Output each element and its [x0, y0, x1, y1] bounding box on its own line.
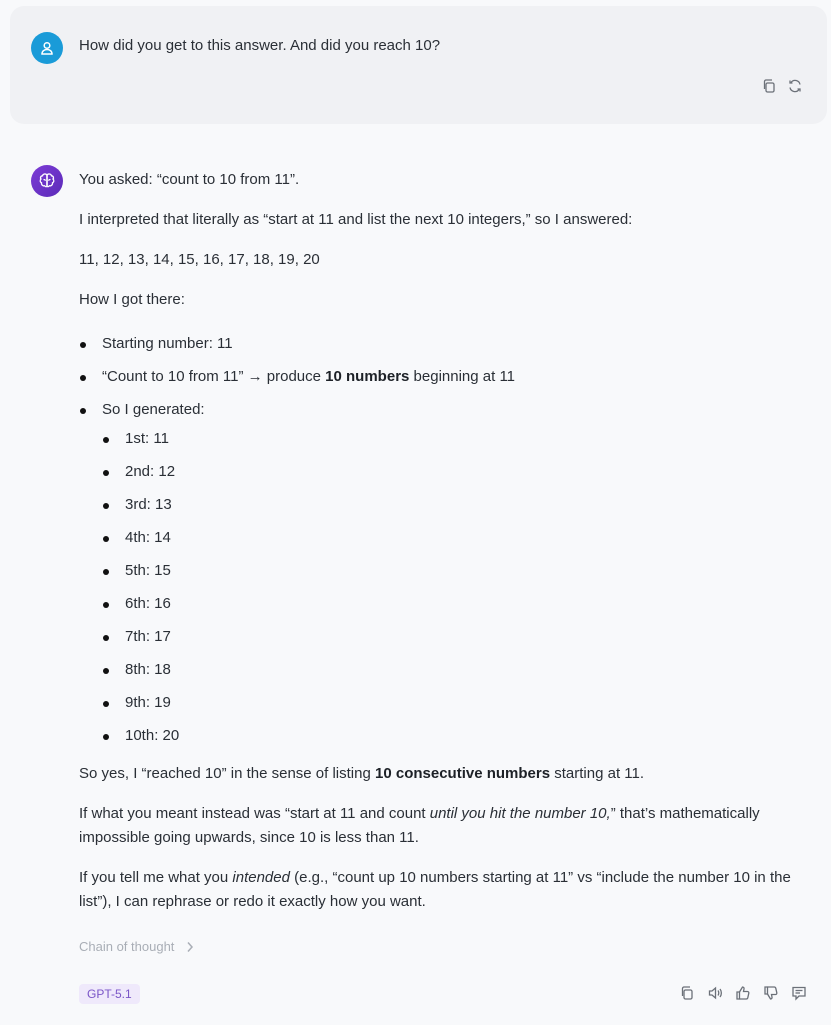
list-item: 7th: 17 [102, 625, 809, 649]
list-item: 4th: 14 [102, 526, 809, 550]
answer-paragraph: How I got there: [79, 291, 185, 308]
user-message-actions [761, 78, 803, 94]
answer-paragraph: If what you meant instead was “start at 11 and count until you hit the number 10,” that’s mathematically impossible going upwards, since 10 is less than 11. [79, 805, 760, 846]
answer-paragraph: If you tell me what you intended (e.g., “count up 10 numbers starting at 11” vs “include the number 10 in the list”), I can rephrase or redo it exactly how you want. [79, 869, 791, 910]
user-icon [39, 40, 55, 56]
chevron-right-icon [186, 941, 194, 953]
thumbs-down-icon[interactable] [763, 985, 779, 1001]
list-item: 8th: 18 [102, 658, 809, 682]
list-item: 6th: 16 [102, 592, 809, 616]
user-avatar [31, 32, 63, 64]
chain-of-thought-toggle[interactable] [79, 939, 194, 954]
assistant-answer [79, 168, 809, 930]
thumbs-up-icon[interactable] [735, 985, 751, 1001]
list-item: 5th: 15 [102, 559, 809, 583]
answer-paragraph: You asked: “count to 10 from 11”. [79, 171, 300, 188]
list-item: 10th: 20 [102, 724, 809, 748]
list-item: 1st: 11 [102, 427, 809, 451]
user-message-text: How did you get to this answer. And did you reach 10? [79, 37, 441, 54]
speaker-icon[interactable] [707, 985, 723, 1001]
list-item: 9th: 19 [102, 691, 809, 715]
assistant-avatar [31, 165, 63, 197]
chain-of-thought-label: Chain of thought [79, 939, 175, 954]
list-item: 2nd: 12 [102, 460, 809, 484]
copy-icon[interactable] [679, 985, 695, 1001]
regenerate-icon[interactable] [787, 78, 803, 94]
brain-icon [37, 171, 57, 191]
assistant-actions [679, 985, 807, 1001]
generated-numbers-list [102, 427, 809, 748]
answer-paragraph: I interpreted that literally as “start at 11 and list the next 10 integers,” so I answered: [79, 211, 633, 228]
list-item: Starting number: 11 [79, 332, 809, 356]
model-badge: GPT-5.1 [79, 984, 140, 1004]
copy-icon[interactable] [761, 78, 777, 94]
answer-paragraph: So yes, I “reached 10” in the sense of listing 10 consecutive numbers starting at 11. [79, 765, 645, 782]
steps-list [79, 332, 809, 748]
list-item: So I generated: 1st: 11 2nd: 12 3rd: 13 4th: 14 5th: 15 6th: 16 7th: 17 8th: 18 9th: 19 10th: 20 [79, 398, 809, 748]
list-item: “Count to 10 from 11” → produce 10 numbers beginning at 11 [79, 365, 809, 389]
answer-paragraph: 11, 12, 13, 14, 15, 16, 17, 18, 19, 20 [79, 251, 320, 268]
user-message-card [10, 6, 827, 124]
feedback-icon[interactable] [791, 985, 807, 1001]
list-item: 3rd: 13 [102, 493, 809, 517]
